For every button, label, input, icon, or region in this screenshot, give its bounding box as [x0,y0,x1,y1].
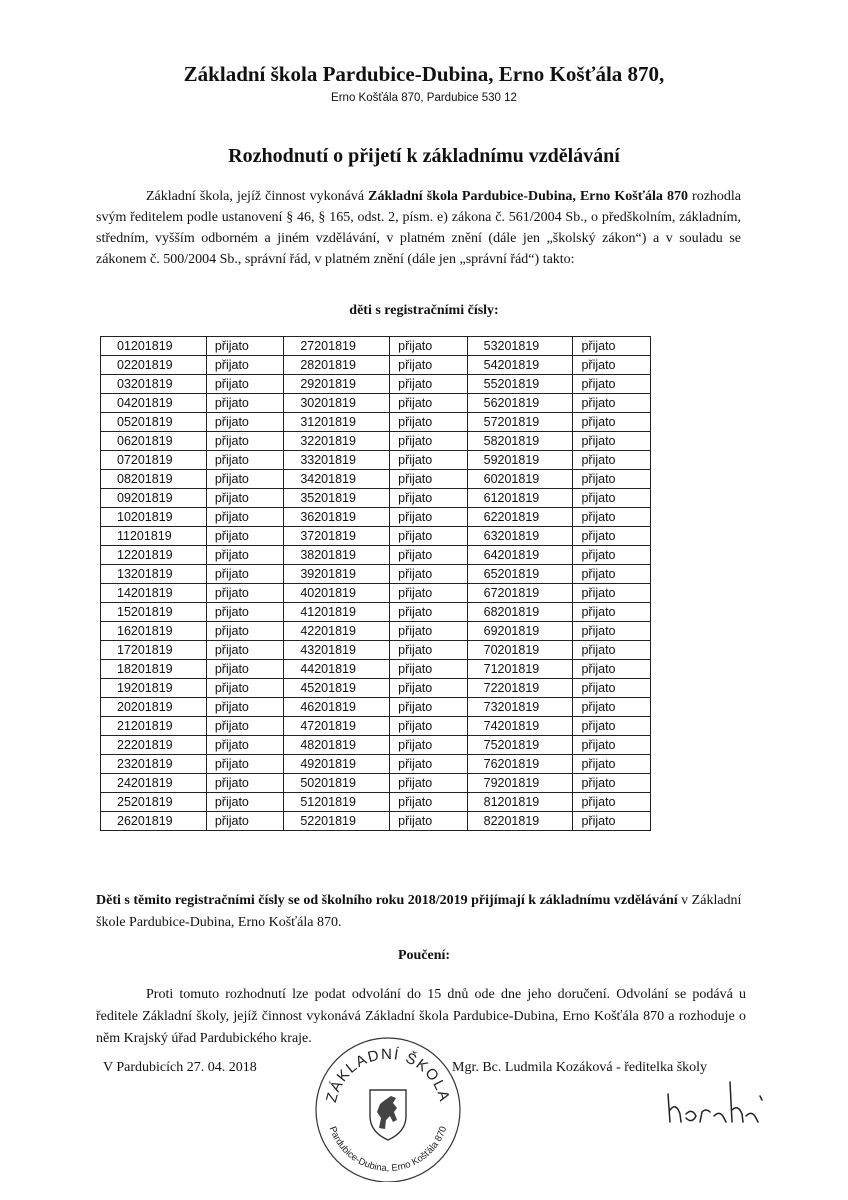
status-cell: přijato [206,793,283,812]
registration-number-cell: 11201819 [101,527,207,546]
registration-number-cell: 10201819 [101,508,207,527]
table-row [101,508,651,527]
registration-number-cell: 74201819 [467,717,573,736]
status-cell: přijato [390,641,467,660]
table-row [101,375,651,394]
registration-number-cell: 79201819 [467,774,573,793]
registration-number-cell: 58201819 [467,432,573,451]
table-row [101,793,651,812]
registration-number-cell: 47201819 [284,717,390,736]
status-cell: přijato [206,527,283,546]
status-cell: přijato [390,470,467,489]
intro-text-start: Základní škola, jejíž činnost vykonává [146,189,369,204]
registration-number-cell: 57201819 [467,413,573,432]
status-cell: přijato [573,432,651,451]
handwritten-signature [660,1070,770,1130]
status-cell: přijato [390,736,467,755]
status-cell: přijato [206,413,283,432]
registration-number-cell: 15201819 [101,603,207,622]
registration-number-cell: 42201819 [284,622,390,641]
status-cell: přijato [206,432,283,451]
table-row [101,451,651,470]
school-address: Erno Košťála 870, Pardubice 530 12 [331,92,517,104]
status-cell: přijato [206,679,283,698]
table-row [101,489,651,508]
status-cell: přijato [573,717,651,736]
status-cell: přijato [206,774,283,793]
registration-number-cell: 65201819 [467,565,573,584]
registration-number-cell: 49201819 [284,755,390,774]
registration-number-cell: 23201819 [101,755,207,774]
registration-number-cell: 71201819 [467,660,573,679]
status-cell: přijato [206,584,283,603]
status-cell: přijato [390,527,467,546]
document-title: Rozhodnutí o přijetí k základnímu vzdělávání [228,145,620,167]
registration-number-cell: 53201819 [467,337,573,356]
status-cell: přijato [573,622,651,641]
intro-school-name: Základní škola Pardubice-Dubina, Erno Košťála 870 [368,189,688,204]
registration-number-cell: 17201819 [101,641,207,660]
stamp-top-text-path: ZÁKLADNÍ ŠKOLA [322,1045,454,1105]
intro-text-rest: rozhodla svým ředitelem podle ustanovení § 46, § 165, odst. 2, písm. e) zákona č. 561/2004 Sb., o předškolním, základním, středním, vyšším odborném a jiném vzdělávání, v platném znění (dále jen „školský zákon“) a v souladu se zákonem č. 500/2004 Sb., správní řád, v platném znění (dále jen „správní řád“) takto: [96,189,742,267]
table-row [101,413,651,432]
registration-table-body [101,337,651,831]
status-cell: přijato [206,641,283,660]
registration-number-cell: 27201819 [284,337,390,356]
registration-number-cell: 50201819 [284,774,390,793]
status-cell: přijato [573,812,651,831]
status-cell: přijato [573,774,651,793]
table-row [101,603,651,622]
registration-number-cell: 41201819 [284,603,390,622]
registration-number-cell: 72201819 [467,679,573,698]
status-cell: přijato [206,394,283,413]
table-row [101,641,651,660]
registration-number-cell: 44201819 [284,660,390,679]
status-cell: přijato [573,451,651,470]
registration-number-cell: 06201819 [101,432,207,451]
table-row [101,622,651,641]
table-row [101,337,651,356]
registration-table [100,336,651,831]
registration-number-cell: 60201819 [467,470,573,489]
table-row [101,432,651,451]
registration-number-cell: 36201819 [284,508,390,527]
status-cell: přijato [573,755,651,774]
registration-number-cell: 38201819 [284,546,390,565]
status-cell: přijato [573,527,651,546]
registration-number-cell: 13201819 [101,565,207,584]
stamp-bottom-text [327,1125,450,1174]
status-cell: přijato [206,717,283,736]
table-row [101,679,651,698]
status-cell: přijato [390,584,467,603]
table-row [101,698,651,717]
status-cell: přijato [390,774,467,793]
registration-number-cell: 68201819 [467,603,573,622]
table-row [101,755,651,774]
status-cell: přijato [573,394,651,413]
status-cell: přijato [390,413,467,432]
registration-number-cell: 55201819 [467,375,573,394]
registration-number-cell: 20201819 [101,698,207,717]
status-cell: přijato [573,337,651,356]
registration-number-cell: 67201819 [467,584,573,603]
registration-number-cell: 08201819 [101,470,207,489]
closing-paragraph [96,890,746,934]
registration-number-cell: 76201819 [467,755,573,774]
place-and-date: V Pardubicích 27. 04. 2018 [103,1060,257,1075]
status-cell: přijato [390,793,467,812]
registration-number-cell: 37201819 [284,527,390,546]
status-cell: přijato [206,755,283,774]
status-cell: přijato [206,698,283,717]
registration-number-cell: 64201819 [467,546,573,565]
table-row [101,774,651,793]
notice-heading: Poučení: [397,948,451,963]
registration-number-cell: 62201819 [467,508,573,527]
registration-number-cell: 34201819 [284,470,390,489]
school-name: Základní škola Pardubice-Dubina, Erno Košťála 870, [183,62,665,86]
status-cell: přijato [390,432,467,451]
status-cell: přijato [390,622,467,641]
status-cell: přijato [206,337,283,356]
registration-number-cell: 63201819 [467,527,573,546]
stamp-bottom-text-path: Pardubice-Dubina, Erno Košťála 870 [326,1124,450,1175]
registration-number-cell: 40201819 [284,584,390,603]
status-cell: přijato [390,679,467,698]
status-cell: přijato [390,356,467,375]
status-cell: přijato [390,698,467,717]
registration-number-cell: 03201819 [101,375,207,394]
table-row [101,356,651,375]
registration-number-cell: 25201819 [101,793,207,812]
registration-number-cell: 05201819 [101,413,207,432]
registration-number-cell: 46201819 [284,698,390,717]
registration-number-cell: 73201819 [467,698,573,717]
status-cell: přijato [390,375,467,394]
registration-number-cell: 04201819 [101,394,207,413]
registration-number-cell: 82201819 [467,812,573,831]
status-cell: přijato [573,489,651,508]
table-row [101,660,651,679]
status-cell: přijato [390,717,467,736]
status-cell: přijato [390,508,467,527]
status-cell: přijato [573,584,651,603]
registration-number-cell: 24201819 [101,774,207,793]
status-cell: přijato [573,508,651,527]
table-row [101,470,651,489]
registration-number-cell: 54201819 [467,356,573,375]
signatory: Mgr. Bc. Ludmila Kozáková - ředitelka školy [452,1060,708,1075]
closing-text: v Základní škole Pardubice-Dubina, Erno Košťála 870. [96,893,742,930]
registration-number-cell: 07201819 [101,451,207,470]
status-cell: přijato [573,565,651,584]
status-cell: přijato [390,755,467,774]
status-cell: přijato [206,736,283,755]
status-cell: přijato [206,812,283,831]
status-cell: přijato [390,337,467,356]
status-cell: přijato [206,565,283,584]
table-row [101,546,651,565]
status-cell: přijato [390,451,467,470]
notice-text: Proti tomuto rozhodnutí lze podat odvolání do 15 dnů ode dne jeho doručení. Odvolání se podává u ředitele Základní školy, jejíž činnost vykonává Základní škola Pardubice-Dubina, Erno Košťála 870 a rozhoduje o něm Krajský úřad Pardubického kraje. [96,987,746,1046]
status-cell: přijato [206,508,283,527]
status-cell: přijato [573,546,651,565]
registration-number-cell: 70201819 [467,641,573,660]
status-cell: přijato [206,470,283,489]
closing-bold-text: Děti s těmito registračními čísly se od školního roku 2018/2019 přijímají k základnímu vzdělávání [96,893,678,908]
status-cell: přijato [206,451,283,470]
registration-number-cell: 81201819 [467,793,573,812]
registration-number-cell: 16201819 [101,622,207,641]
registration-number-cell: 56201819 [467,394,573,413]
status-cell: přijato [573,375,651,394]
status-cell: přijato [573,641,651,660]
registration-number-cell: 29201819 [284,375,390,394]
registration-number-cell: 33201819 [284,451,390,470]
registration-number-cell: 52201819 [284,812,390,831]
status-cell: přijato [390,546,467,565]
registration-number-cell: 43201819 [284,641,390,660]
registration-number-cell: 59201819 [467,451,573,470]
status-cell: přijato [206,375,283,394]
status-cell: přijato [390,603,467,622]
status-cell: přijato [206,489,283,508]
registration-number-cell: 21201819 [101,717,207,736]
registration-number-cell: 09201819 [101,489,207,508]
registration-number-cell: 35201819 [284,489,390,508]
registration-number-cell: 30201819 [284,394,390,413]
status-cell: přijato [206,622,283,641]
registration-number-cell: 28201819 [284,356,390,375]
status-cell: přijato [390,394,467,413]
registration-number-cell: 61201819 [467,489,573,508]
status-cell: přijato [390,660,467,679]
table-row [101,717,651,736]
registration-number-cell: 51201819 [284,793,390,812]
registration-number-cell: 31201819 [284,413,390,432]
registration-number-cell: 69201819 [467,622,573,641]
table-heading: děti s registračními čísly: [349,303,499,318]
table-row [101,527,651,546]
status-cell: přijato [206,660,283,679]
school-stamp [313,1032,463,1182]
status-cell: přijato [573,356,651,375]
table-row [101,565,651,584]
registration-number-cell: 12201819 [101,546,207,565]
status-cell: přijato [573,660,651,679]
status-cell: přijato [206,356,283,375]
status-cell: přijato [573,698,651,717]
status-cell: přijato [573,413,651,432]
registration-number-cell: 22201819 [101,736,207,755]
registration-number-cell: 75201819 [467,736,573,755]
registration-number-cell: 18201819 [101,660,207,679]
registration-number-cell: 26201819 [101,812,207,831]
registration-number-cell: 45201819 [284,679,390,698]
registration-number-cell: 39201819 [284,565,390,584]
status-cell: přijato [390,565,467,584]
status-cell: přijato [573,679,651,698]
status-cell: přijato [206,603,283,622]
status-cell: přijato [206,546,283,565]
registration-number-cell: 14201819 [101,584,207,603]
table-row [101,394,651,413]
registration-number-cell: 02201819 [101,356,207,375]
coat-of-arms-icon [370,1090,406,1140]
status-cell: přijato [573,736,651,755]
status-cell: přijato [573,603,651,622]
status-cell: přijato [573,793,651,812]
table-row [101,584,651,603]
registration-number-cell: 19201819 [101,679,207,698]
registration-number-cell: 48201819 [284,736,390,755]
status-cell: přijato [390,489,467,508]
registration-number-cell: 32201819 [284,432,390,451]
status-cell: přijato [573,470,651,489]
table-row [101,812,651,831]
intro-paragraph [96,186,741,270]
table-row [101,736,651,755]
status-cell: přijato [390,812,467,831]
registration-number-cell: 01201819 [101,337,207,356]
